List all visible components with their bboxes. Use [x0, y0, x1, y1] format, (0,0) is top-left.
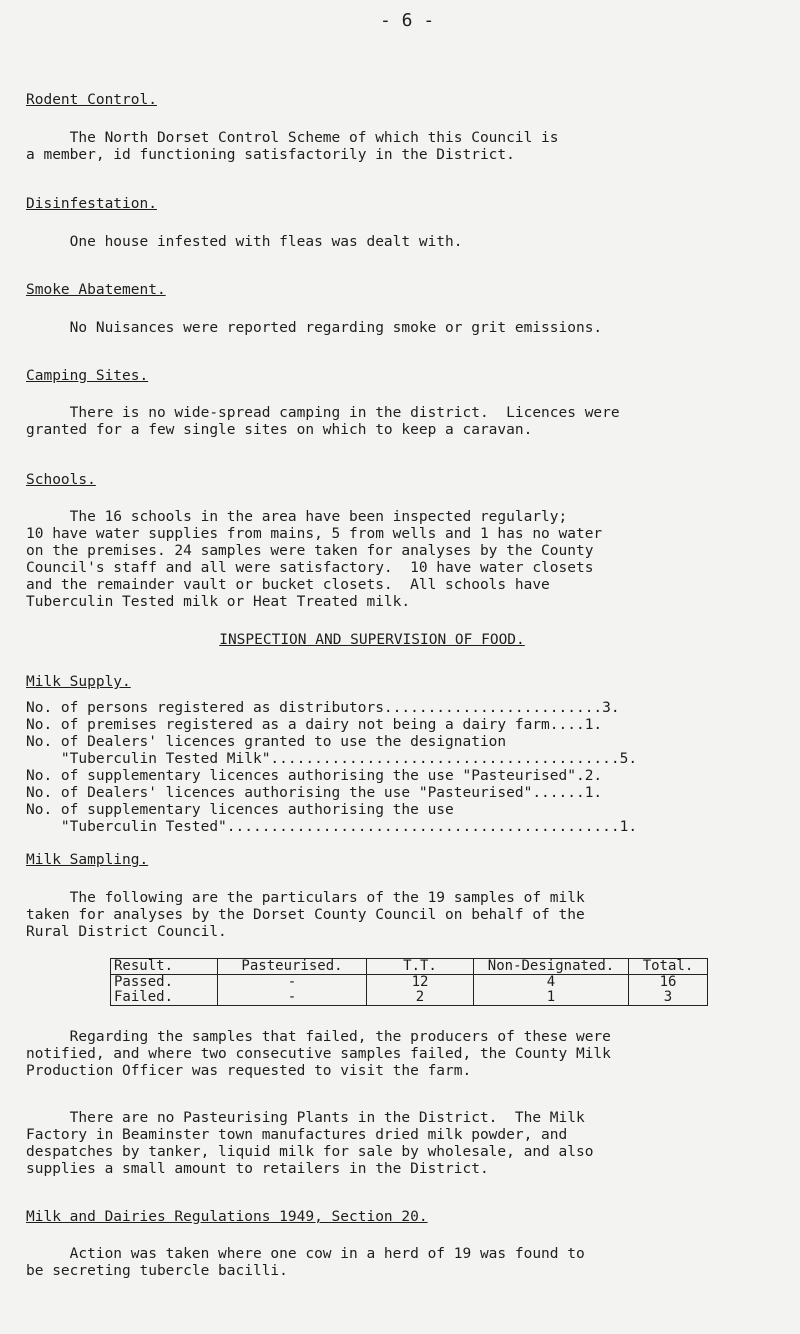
heading-disinfestation: Disinfestation.	[26, 196, 157, 212]
heading-milk-supply: Milk Supply.	[26, 674, 131, 690]
table-cell: -	[218, 975, 367, 991]
disinfestation-text: One house infested with fleas was dealt with.	[26, 234, 463, 250]
pasteurising-plants-text: There are no Pasteurising Plants in the District. The Milk Factory in Beaminster town manufactures dried milk powder, and despatches by tanker, liquid milk for sale by wholesale, and also supplies a small amount to retailers in the District.	[26, 1110, 594, 1177]
table-header-cell: Total.	[629, 959, 708, 975]
table-header-cell: Non-Designated.	[474, 959, 629, 975]
rodent-control-text: The North Dorset Control Scheme of which this Council is a member, id functioning satisfactorily in the District.	[26, 130, 559, 163]
camping-sites-text: There is no wide-spread camping in the district. Licences were granted for a few single sites on which to keep a caravan.	[26, 405, 620, 438]
heading-smoke-abatement: Smoke Abatement.	[26, 282, 166, 298]
table-header-cell: Pasteurised.	[218, 959, 367, 975]
section-title-food-inspection: INSPECTION AND SUPERVISION OF FOOD.	[219, 632, 525, 648]
table-cell: 2	[367, 990, 474, 1006]
table-cell: 1	[474, 990, 629, 1006]
smoke-abatement-text: No Nuisances were reported regarding smoke or grit emissions.	[26, 320, 603, 336]
table-cell: -	[218, 990, 367, 1006]
failed-samples-text: Regarding the samples that failed, the producers of these were notified, and where two consecutive samples failed, the County Milk Production Officer was requested to visit the farm.	[26, 1029, 611, 1079]
table-cell: Failed.	[111, 990, 218, 1006]
table-cell: 12	[367, 975, 474, 991]
table-header-cell: T.T.	[367, 959, 474, 975]
table-header-cell: Result.	[111, 959, 218, 975]
regulations-text: Action was taken where one cow in a herd of 19 was found to be secreting tubercle bacilli.	[26, 1246, 585, 1279]
table-cell: 3	[629, 990, 708, 1006]
milk-results-table	[110, 958, 708, 1006]
heading-schools: Schools.	[26, 472, 96, 488]
heading-rodent-control: Rodent Control.	[26, 92, 157, 108]
page-number: - 6 -	[380, 10, 435, 31]
table-row	[111, 975, 708, 991]
table-row	[111, 990, 708, 1006]
milk-supply-list: No. of persons registered as distributors.........................3. No. of premises registered as a dairy not being a dairy farm....1. No. of Dealers' licences granted to use the designation "Tuberculin Tested Milk"........................................5. No. of supplementary licences authorising the use "Pasteurised".2. No. of Dealers' licences authorising the use "Pasteurised"......1. No. of supplementary licences authorising the use "Tuberculin Tested".............................................1.	[26, 700, 638, 835]
schools-text: The 16 schools in the area have been inspected regularly; 10 have water supplies from mains, 5 from wells and 1 has no water on the premises. 24 samples were taken for analyses by the County Council's staff and all were satisfactory. 10 have water closets and the remainder vault or bucket closets. All schools have Tuberculin Tested milk or Heat Treated milk.	[26, 509, 603, 610]
milk-sampling-text: The following are the particulars of the 19 samples of milk taken for analyses by the Dorset County Council on behalf of the Rural District Council.	[26, 890, 585, 940]
heading-camping-sites: Camping Sites.	[26, 368, 149, 384]
table-cell: Passed.	[111, 975, 218, 991]
heading-milk-dairies-regulations: Milk and Dairies Regulations 1949, Section 20.	[26, 1209, 428, 1225]
heading-milk-sampling: Milk Sampling.	[26, 852, 149, 868]
table-header-row	[111, 959, 708, 975]
table-cell: 16	[629, 975, 708, 991]
table-cell: 4	[474, 975, 629, 991]
